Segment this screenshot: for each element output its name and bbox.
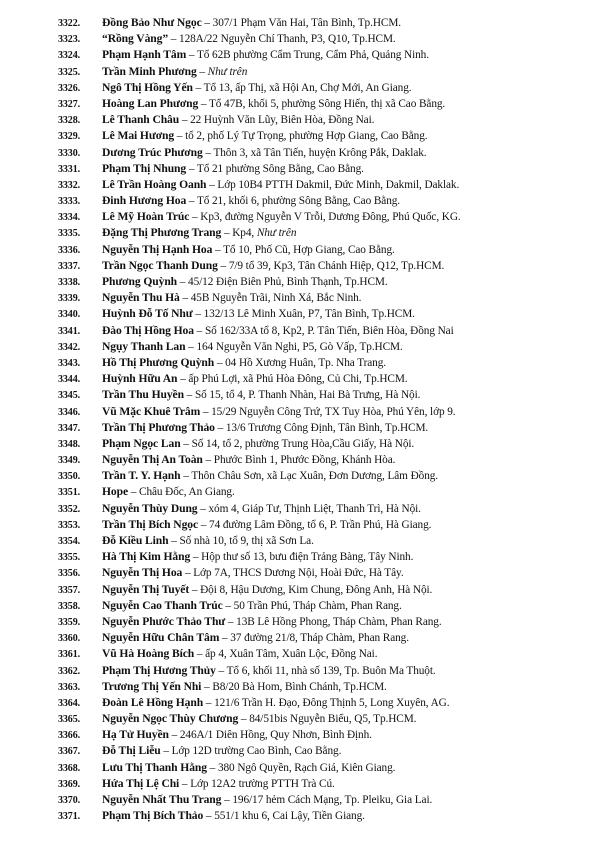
entry-name: Lê Trần Hoàng Oanh — [102, 177, 207, 191]
entry-detail: 13/6 Trương Công Định, Tân Bình, Tp.HCM. — [225, 421, 429, 434]
entry-number: 3359. — [58, 616, 81, 628]
list-item — [58, 646, 588, 662]
entry-detail: 246A/1 Diên Hồng, Quy Nhơn, Bình Định. — [179, 729, 372, 742]
list-item — [58, 193, 588, 209]
entry-number: 3322. — [58, 18, 81, 29]
entry-detail: 45/12 Điện Biên Phủ, Bình Thạnh, Tp.HCM. — [188, 276, 388, 288]
entry-detail: Hộp thư số 13, bưu điện Trảng Bàng, Tây Ninh. — [201, 551, 414, 564]
entry-separator: – — [217, 259, 229, 272]
list-item — [58, 64, 588, 80]
entry-separator: – — [174, 130, 186, 143]
entry-detail: 04 Hồ Xương Huân, Tp. Nha Trang. — [225, 356, 387, 369]
entry-name: Vũ Hà Hoàng Bích — [102, 647, 195, 661]
entry-separator: – — [186, 195, 197, 208]
list-item — [58, 145, 588, 161]
list-item — [58, 112, 588, 128]
list-item — [58, 598, 588, 614]
entry-detail: Thôn Châu Sơn, xã Lạc Xuân, Đơn Dương, Lâm Đồng. — [191, 470, 439, 483]
entry-number: 3360. — [58, 633, 81, 645]
entry-number: 3371. — [58, 811, 81, 823]
entry-separator: – — [192, 81, 204, 94]
entry-number: 3340. — [58, 309, 81, 321]
entry-separator: – — [225, 615, 237, 628]
entry-number: 3361. — [58, 649, 81, 661]
entry-detail: 22 Huỳnh Văn Lũy, Biên Hòa, Đồng Nai. — [190, 114, 375, 127]
entry-number: 3362. — [58, 665, 81, 677]
entry-number: 3338. — [58, 277, 81, 288]
list-item — [58, 355, 588, 371]
entry-name: Phạm Hạnh Tâm — [102, 48, 187, 62]
entry-detail: Số 162/33A tổ 8, Kp2, P. Tân Tiến, Biên Hòa, Đồng Nai — [204, 324, 454, 337]
entry-separator: – — [201, 680, 213, 693]
entry-detail: Tổ 6, khối 11, nhà số 139, Tp. Buôn Ma Thuột. — [226, 664, 436, 677]
entry-name: Phương Quỳnh — [102, 275, 178, 288]
entry-detail: 50 Trần Phú, Tháp Chàm, Phan Rang. — [233, 599, 402, 612]
entry-name: Lưu Thị Thanh Hằng — [102, 760, 207, 774]
entry-name: Ngô Thị Hồng Yến — [102, 80, 193, 94]
entry-name: Trần Thị Bích Ngọc — [102, 517, 199, 531]
entry-detail: 551/1 khu 6, Cai Lậy, Tiền Giang. — [214, 810, 365, 823]
entry-name: Vũ Mặc Khuê Trâm — [102, 404, 201, 418]
list-item — [58, 371, 588, 387]
entry-name: Hồ Thị Phương Quỳnh — [102, 355, 215, 369]
entry-separator: – — [190, 551, 202, 564]
entry-name: Phạm Thị Bích Thảo — [102, 809, 204, 823]
entry-number: 3355. — [58, 552, 81, 564]
entry-number: 3344. — [58, 374, 81, 386]
entry-separator: – — [183, 389, 195, 402]
entry-separator: – — [185, 340, 197, 353]
entry-number: 3333. — [58, 196, 81, 208]
entry-detail: 164 Nguyễn Văn Nghi, P5, Gò Vấp, Tp.HCM. — [196, 340, 403, 353]
entry-detail: Tổ 10, Phố Cũ, Hợp Giang, Cao Bằng. — [223, 243, 395, 256]
entry-detail: Tổ 21, khối 6, phường Sông Bằng, Cao Bằng. — [196, 195, 401, 208]
list-item — [58, 582, 588, 598]
entry-name: Huỳnh Hữu An — [102, 372, 178, 386]
entry-name: Phạm Thị Nhung — [102, 161, 187, 175]
list-item — [58, 306, 588, 322]
entry-name: Trần Minh Phương — [102, 64, 197, 78]
list-item — [58, 776, 588, 792]
entry-name: Nguyễn Thị An Toàn — [102, 453, 203, 467]
entry-name: Phạm Thị Hương Thủy — [102, 663, 216, 677]
list-item — [58, 484, 588, 500]
list-item — [58, 452, 588, 468]
entry-detail: Tổ 13, ấp Thị, xã Hội An, Chợ Mới, An Giang. — [203, 81, 412, 94]
entry-detail: ấp 4, Xuân Tâm, Xuân Lộc, Đồng Nai. — [205, 648, 378, 661]
entry-separator: – — [222, 599, 234, 612]
list-item — [58, 517, 588, 533]
entry-name: Huỳnh Đỗ Tố Như — [102, 307, 193, 321]
entry-detail: Thôn 3, xã Tân Tiến, huyện Krông Pắk, Daklak. — [213, 146, 427, 159]
entry-name: Đỗ Kiều Linh — [102, 534, 169, 547]
entry-detail: Tổ 62B phường Cẩm Trung, Cẩm Phả, Quảng Ninh. — [196, 49, 429, 62]
entry-number: 3334. — [58, 212, 81, 224]
entry-name: Nguyễn Ngọc Thùy Chương — [102, 712, 239, 726]
entry-number: 3323. — [58, 34, 81, 46]
list-item — [58, 404, 588, 420]
entry-name: Trần Ngọc Thanh Dung — [102, 258, 218, 272]
entry-separator: – — [168, 535, 180, 547]
entry-number: 3351. — [58, 487, 81, 499]
entry-detail: 15/29 Nguyễn Công Trứ, TX Tuy Hòa, Phú Yên, lớp 9. — [211, 405, 456, 418]
list-item — [58, 533, 588, 549]
entry-number: 3326. — [58, 82, 81, 94]
entry-number: 3370. — [58, 795, 81, 806]
entry-separator: – — [177, 276, 189, 288]
entry-name: Nguyễn Thu Hà — [102, 291, 180, 305]
entry-detail: Lớp 10B4 PTTH Dakmil, Đức Minh, Dakmil, Daklak. — [217, 178, 460, 191]
entry-separator: – — [189, 583, 201, 596]
list-item — [58, 47, 588, 63]
list-item — [58, 242, 588, 258]
list-item — [58, 128, 588, 144]
entry-separator: – — [197, 502, 209, 515]
list-item — [58, 727, 588, 743]
entry-name: Đoàn Lê Hồng Hạnh — [102, 695, 204, 709]
entry-separator: – — [201, 17, 213, 29]
entry-name: Lê Mỹ Hoàn Trúc — [102, 210, 190, 224]
list-item — [58, 80, 588, 96]
entry-number: 3348. — [58, 438, 81, 450]
entry-detail: 13B Lê Hồng Phong, Tháp Chàm, Phan Rang. — [236, 615, 442, 628]
entry-separator: – — [214, 421, 226, 434]
entry-separator: – — [212, 243, 224, 256]
entry-number: 3354. — [58, 536, 81, 547]
list-item — [58, 161, 588, 177]
entry-separator: – — [179, 114, 191, 127]
entry-number: 3358. — [58, 600, 81, 612]
entry-number: 3331. — [58, 163, 81, 175]
entry-separator: – — [180, 470, 192, 483]
list-item — [58, 614, 588, 630]
entry-detail: 37 đường 21/8, Tháp Chàm, Phan Rang. — [230, 632, 409, 645]
entry-number: 3356. — [58, 568, 81, 580]
list-item — [58, 274, 588, 290]
entry-name: Đồng Bảo Như Ngọc — [102, 16, 202, 29]
entry-name: Hà Thị Kim Hằng — [102, 550, 191, 564]
entry-detail: 132/13 Lê Minh Xuân, P7, Tân Bình, Tp.HCM. — [203, 308, 415, 321]
entry-number: 3324. — [58, 50, 81, 62]
entry-number: 3343. — [58, 357, 81, 369]
list-item — [58, 663, 588, 679]
entry-number: 3363. — [58, 681, 81, 693]
entry-detail-italic: Như trên — [256, 227, 297, 240]
entry-number: 3357. — [58, 584, 81, 596]
list-item — [58, 31, 588, 47]
entry-separator: – — [160, 745, 172, 758]
list-item — [58, 760, 588, 776]
entry-separator: – — [214, 356, 226, 369]
list-item — [58, 96, 588, 112]
entry-detail: Châu Đốc, An Giang. — [139, 486, 235, 499]
entry-separator: – — [179, 777, 191, 790]
entry-name: Nguyễn Thị Hạnh Hoa — [102, 242, 213, 256]
entry-number: 3353. — [58, 519, 81, 531]
entry-detail: 307/1 Phạm Văn Hai, Tân Bình, Tp.HCM. — [212, 17, 401, 29]
entry-detail: Như trên — [207, 65, 248, 78]
entry-separator: – — [182, 567, 194, 580]
entry-name: Hứa Thị Lệ Chi — [102, 776, 180, 790]
list-item — [58, 323, 588, 339]
entry-detail: Tổ 21 phường Sông Bằng, Cao Bằng. — [196, 162, 364, 175]
entry-detail: Lớp 12A2 trường PTTH Trà Cú. — [190, 777, 335, 790]
entry-detail: Số 15, tổ 4, P. Thanh Nhàn, Hai Bà Trưng, Hà Nội. — [194, 389, 421, 402]
list-item — [58, 177, 588, 193]
entry-detail: xóm 4, Giáp Tư, Thịnh Liệt, Thanh Trì, Hà Nội. — [208, 502, 421, 515]
entry-separator: – — [168, 729, 180, 742]
entry-name: Đỗ Thị Liễu — [102, 744, 161, 758]
entry-number: 3330. — [58, 147, 81, 159]
entry-name: Đào Thị Hồng Hoa — [102, 323, 194, 337]
entry-separator: – — [128, 486, 140, 499]
entry-detail: Số nhà 10, tổ 9, thị xã Sơn La. — [179, 535, 314, 547]
list-item — [58, 743, 588, 759]
entry-detail: B8/20 Bà Hom, Bình Chánh, Tp.HCM. — [212, 680, 387, 693]
entry-detail: 380 Ngô Quyền, Rạch Giá, Kiên Giang. — [217, 761, 396, 774]
entry-name: Nguyễn Thùy Dung — [102, 501, 198, 515]
entry-detail: tổ 2, phố Lý Tự Trọng, phường Hợp Giang, Cao Bằng. — [185, 130, 428, 143]
entry-detail: Số 14, tổ 2, phường Trung Hòa,Cầu Giấy, Hà Nội. — [191, 437, 415, 450]
entry-separator: – — [177, 373, 189, 386]
entry-name: Nguyễn Cao Thanh Trúc — [102, 598, 223, 612]
entry-name: “Rồng Vàng” — [102, 32, 169, 46]
entry-separator: – — [180, 437, 192, 450]
entry-separator: – — [186, 162, 197, 175]
entry-name: Hope — [102, 485, 129, 499]
entry-separator: – — [196, 65, 208, 78]
entry-name: Đinh Hương Hoa — [102, 194, 187, 208]
address-list — [58, 15, 588, 824]
list-item — [58, 695, 588, 711]
entry-separator: – — [168, 33, 180, 46]
entry-number: 3327. — [58, 98, 81, 110]
entry-number: 3329. — [58, 131, 81, 143]
entry-number: 3335. — [58, 228, 81, 240]
entry-detail: 196/17 hẻm Cách Mạng, Tp. Pleiku, Gia Lai. — [232, 794, 433, 806]
entry-detail: Phước Bình 1, Phước Đồng, Khánh Hòa. — [213, 454, 396, 467]
entry-number: 3336. — [58, 244, 81, 256]
entry-separator: – — [198, 97, 209, 110]
list-item — [58, 792, 588, 808]
entry-number: 3328. — [58, 115, 81, 127]
entry-separator: – — [189, 211, 201, 224]
entry-separator: – — [193, 324, 205, 337]
entry-separator: – — [221, 227, 233, 240]
entry-separator: – — [219, 632, 231, 645]
entry-detail: ấp Phú Lợi, xã Phú Hòa Đông, Củ Chi, Tp.HCM. — [188, 373, 408, 386]
list-item — [58, 468, 588, 484]
entry-number: 3366. — [58, 730, 81, 742]
entry-separator: – — [179, 292, 191, 305]
entry-name: Lê Thanh Châu — [102, 113, 180, 127]
entry-number: 3346. — [58, 406, 81, 418]
entry-separator: – — [202, 454, 214, 467]
entry-name: Lê Mai Hương — [102, 129, 175, 143]
entry-separator: – — [200, 405, 212, 418]
entry-name: Nguyễn Phước Thảo Thư — [102, 614, 226, 628]
entry-separator: – — [238, 713, 250, 726]
entry-detail: Đội 8, Hậu Dương, Kim Chung, Đông Anh, Hà Nội. — [200, 583, 433, 596]
entry-number: 3350. — [58, 471, 81, 483]
entry-name: Đặng Thị Phương Trang — [102, 226, 222, 240]
entry-name: Nguyễn Hữu Chân Tâm — [102, 631, 220, 645]
entry-name: Ngụy Thanh Lan — [102, 339, 186, 353]
entry-number: 3339. — [58, 293, 81, 305]
list-item — [58, 225, 588, 241]
entry-detail: 121/6 Trần H. Đạo, Đông Thịnh 5, Long Xuyên, AG. — [214, 696, 450, 709]
entry-separator: – — [206, 178, 218, 191]
entry-detail: Kp3, đường Nguyễn V Trỗi, Dương Đông, Phú Quốc, KG. — [200, 211, 461, 224]
entry-number: 3369. — [58, 778, 81, 790]
entry-separator: – — [186, 49, 197, 62]
entry-number: 3367. — [58, 746, 81, 758]
entry-number: 3345. — [58, 390, 81, 402]
entry-number: 3364. — [58, 697, 81, 709]
list-item — [58, 501, 588, 517]
entry-separator: – — [194, 648, 206, 661]
entry-detail: 74 đường Lâm Đồng, tổ 6, P. Trần Phú, Hà Giang. — [209, 518, 432, 531]
entry-number: 3332. — [58, 179, 81, 191]
entry-name: Phạm Ngọc Lan — [102, 436, 181, 450]
entry-name: Trần T. Y. Hạnh — [102, 469, 181, 483]
list-item — [58, 565, 588, 581]
list-item — [58, 209, 588, 225]
entry-separator: – — [215, 664, 227, 677]
entry-separator: – — [192, 308, 204, 321]
entry-detail: 45B Nguyễn Trãi, Ninh Xá, Bắc Ninh. — [190, 292, 362, 305]
entry-detail: Tổ 47B, khối 5, phường Sông Hiến, thị xã Cao Bằng. — [208, 97, 446, 110]
entry-name: Trần Thu Huyền — [102, 388, 184, 402]
entry-separator: – — [202, 146, 214, 159]
list-item — [58, 15, 588, 31]
entry-separator: – — [221, 794, 233, 806]
entry-name: Trần Thị Phương Thảo — [102, 420, 215, 434]
entry-separator: – — [206, 761, 218, 774]
entry-separator: – — [203, 810, 215, 823]
entry-separator: – — [198, 518, 210, 531]
entry-detail: Lớp 7A, THCS Dương Nội, Hoài Đức, Hà Tây. — [193, 567, 404, 580]
entry-separator: – — [203, 696, 215, 709]
list-item — [58, 808, 588, 824]
list-item — [58, 436, 588, 452]
list-item — [58, 387, 588, 403]
entry-number: 3368. — [58, 762, 81, 774]
entry-name: Nguyễn Nhất Thu Trang — [102, 793, 222, 806]
entry-number: 3337. — [58, 260, 81, 272]
list-item — [58, 290, 588, 306]
entry-detail: 128A/22 Nguyễn Chí Thanh, P3, Q10, Tp.HCM. — [179, 33, 396, 46]
list-item — [58, 549, 588, 565]
list-item — [58, 711, 588, 727]
list-item — [58, 679, 588, 695]
entry-name: Dương Trúc Phương — [102, 145, 203, 159]
entry-name: Nguyễn Thị Tuyết — [102, 582, 190, 596]
entry-number: 3365. — [58, 714, 81, 726]
entry-name: Nguyễn Thị Hoa — [102, 566, 183, 580]
entry-name: Trương Thị Yến Nhi — [102, 679, 202, 693]
list-item — [58, 258, 588, 274]
entry-detail: 84/51bis Nguyễn Biểu, Q5, Tp.HCM. — [249, 713, 417, 726]
entry-detail: Kp4, — [232, 227, 257, 240]
entry-number: 3349. — [58, 455, 81, 467]
list-item — [58, 420, 588, 436]
list-item — [58, 339, 588, 355]
entry-detail: 7/9 tổ 39, Kp3, Tân Chánh Hiệp, Q12, Tp.HCM. — [228, 259, 445, 272]
entry-detail: Lớp 12D trường Cao Bình, Cao Bằng. — [171, 745, 342, 758]
entry-number: 3325. — [58, 66, 81, 78]
entry-number: 3347. — [58, 422, 81, 434]
entry-name: Hoàng Lan Phương — [102, 96, 199, 110]
entry-number: 3352. — [58, 503, 81, 515]
list-item — [58, 630, 588, 646]
entry-number: 3342. — [58, 341, 81, 353]
entry-number: 3341. — [58, 325, 81, 337]
entry-name: Hạ Tử Huyền — [102, 728, 169, 742]
